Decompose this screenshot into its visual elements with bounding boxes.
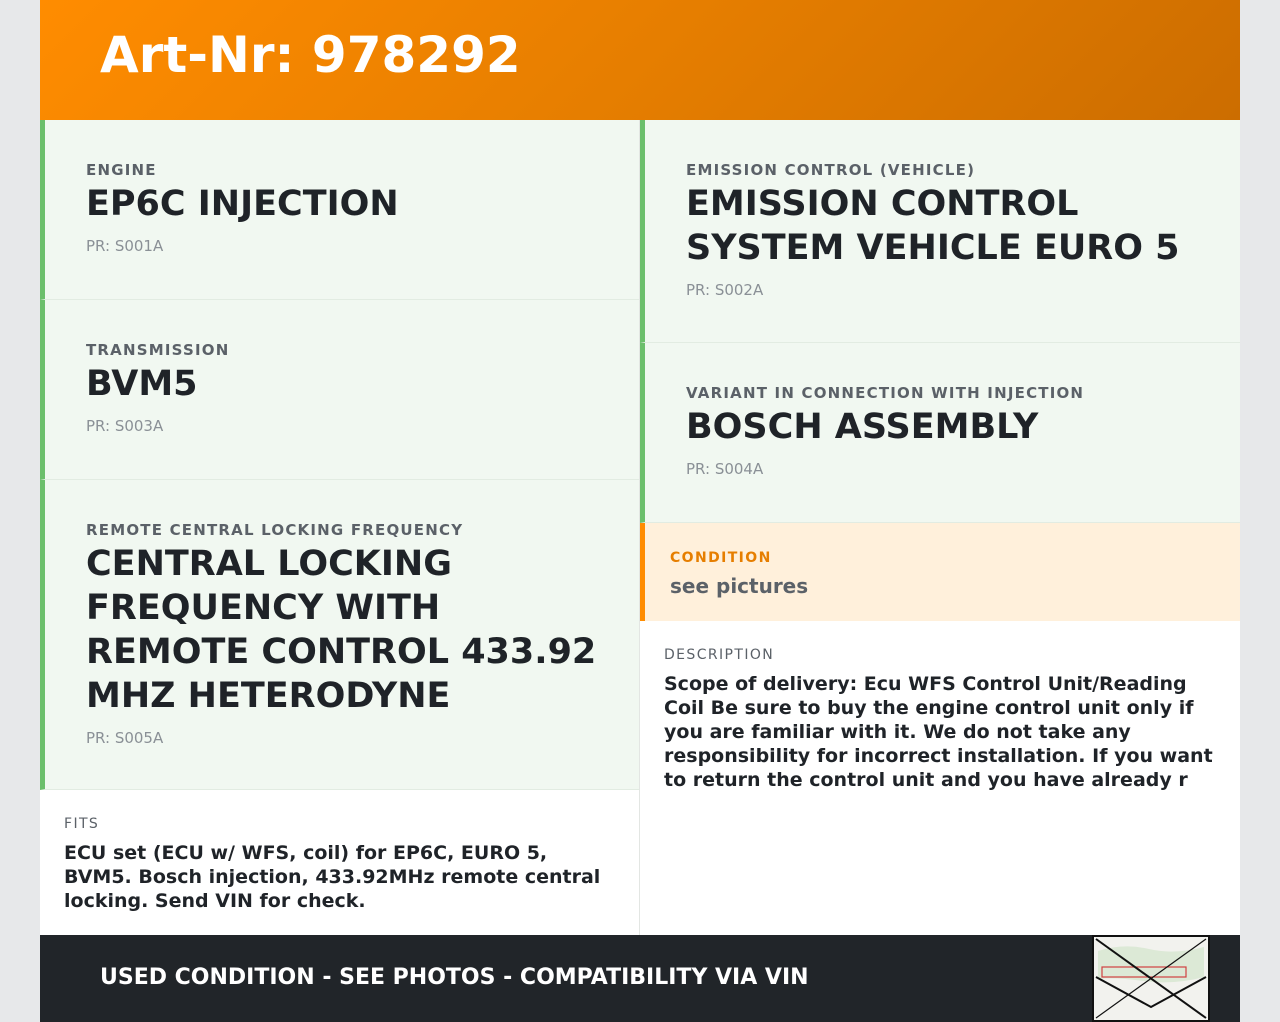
fits-text: ECU set (ECU w/ WFS, coil) for EP6C, EURO 5, BVM5. Bosch injection, 433.92MHz remote central locking. Send VIN for check. (64, 842, 601, 912)
footer-text: USED CONDITION - SEE PHOTOS - COMPATIBILITY VIA VIN (100, 965, 809, 990)
spec-emission-control (640, 120, 1240, 343)
spec-engine (40, 120, 639, 300)
spec-transmission (40, 300, 639, 480)
spec-label: VARIANT IN CONNECTION WITH INJECTION (686, 384, 1085, 402)
spec-value: CENTRAL LOCKING FREQUENCY WITH REMOTE CONTROL 433.92 MHZ HETERODYNE (86, 544, 597, 716)
condition-label: CONDITION (670, 550, 772, 566)
spec-injection-variant (640, 343, 1240, 523)
spec-value: BOSCH ASSEMBLY (686, 407, 1039, 447)
condition-value: see pictures (670, 574, 809, 598)
spec-value: EMISSION CONTROL SYSTEM VEHICLE EURO 5 (686, 184, 1180, 268)
description-label: DESCRIPTION (664, 647, 775, 663)
spec-pr-code: PR: S005A (86, 729, 164, 747)
product-sheet (40, 0, 1240, 1022)
spec-label: REMOTE CENTRAL LOCKING FREQUENCY (86, 521, 464, 539)
page-title: Art-Nr: 978292 (100, 26, 521, 84)
fits-section (40, 790, 639, 935)
condition-box (640, 523, 1240, 621)
spec-pr-code: PR: S001A (86, 237, 164, 255)
fits-label: FITS (64, 816, 100, 832)
spec-label: ENGINE (86, 161, 157, 179)
spec-label: TRANSMISSION (86, 341, 230, 359)
spec-pr-code: PR: S003A (86, 417, 164, 435)
spec-label: EMISSION CONTROL (VEHICLE) (686, 161, 976, 179)
envelope-photo-icon-svg (1094, 937, 1208, 1020)
spec-value: BVM5 (86, 364, 198, 404)
envelope-photo-icon[interactable] (1092, 935, 1210, 1022)
spec-remote-locking (40, 480, 639, 790)
spec-value: EP6C INJECTION (86, 184, 399, 224)
description-section (640, 622, 1240, 935)
header (40, 0, 1240, 120)
description-text: Scope of delivery: Ecu WFS Control Unit/Reading Coil Be sure to buy the engine control unit only if you are familiar with it. We do not take any responsibility for incorrect installation. If you want to return the control unit and you have already r (664, 673, 1213, 791)
spec-pr-code: PR: S002A (686, 281, 764, 299)
spec-pr-code: PR: S004A (686, 460, 764, 478)
footer-banner (40, 935, 1240, 1022)
